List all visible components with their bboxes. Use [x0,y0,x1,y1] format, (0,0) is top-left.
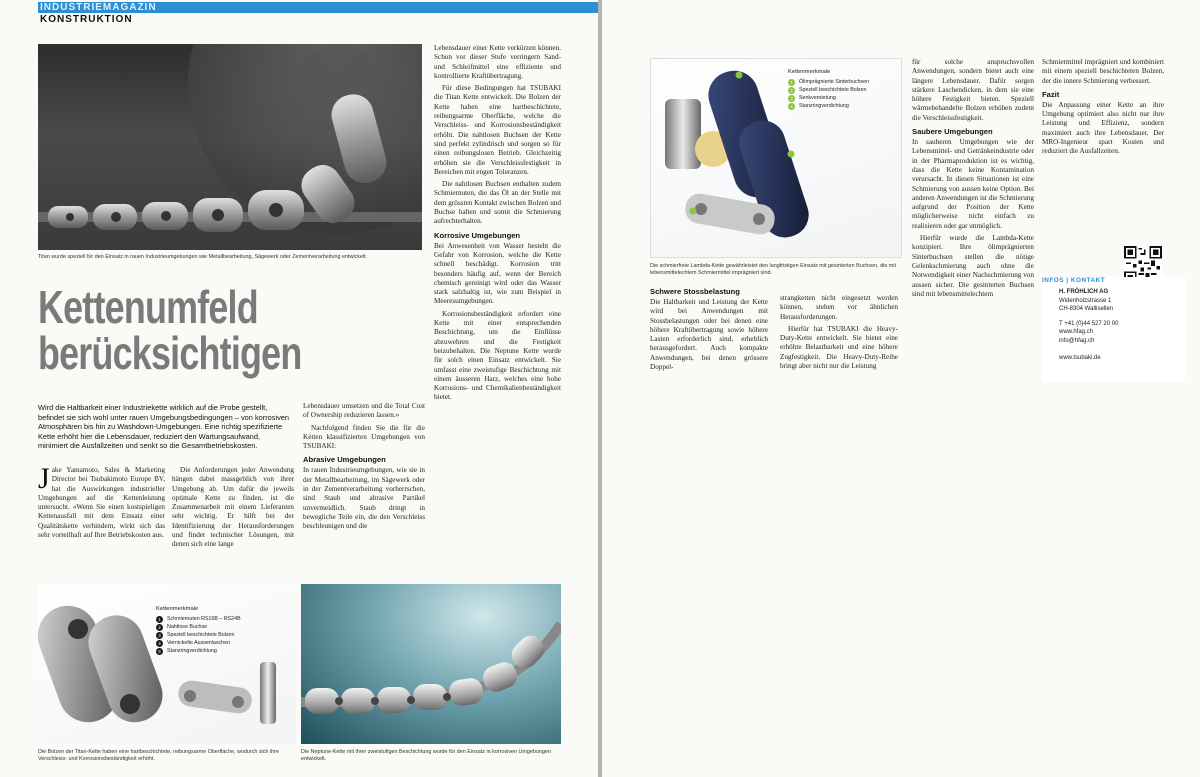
titan-feature-4 [156,639,241,647]
rcol2-paragraph-2: Hierfür hat TSUBAKI die Heavy-Duty-Kette entwickelt. Sie bietet eine erhöhte Belastbarkeit und eine höhere Zugfestigkeit. Die Heavy-Duty-Reihe bringt aber nicht nur die Leistung [780,324,898,371]
col4-paragraph-4: Bei Anwesenheit von Wasser besteht die Gefahr von Korrosion, welche die Kette schnell beschädigt. Korrosion tritt besonders häufig auf, wenn der Bereich chemisch gereinigt wird oder das Wasser stark salzhaltig ist, wie zum Beispiel in Meeresumgebungen. [434,241,561,306]
lambda-feature-1 [788,78,869,86]
feature-label: Stanzringverdichtung [799,103,849,109]
right-page [602,0,1200,777]
col3-paragraph-1: Lebensdauer umsetzen und die Total Cost of Ownership reduzieren lassen.» [303,402,425,420]
feature-number-badge: 2 [156,624,163,631]
feature-number-badge: 4 [156,640,163,647]
article-col-r4 [1042,58,1164,160]
masthead [0,0,598,25]
info-box-heading: INFOS | KONTAKT [1042,277,1106,284]
col4-paragraph-1: Lebensdauer einer Kette verkürzen können. Schon vor dieser Stufe verringern Sand- und Schleifmittel eine effiziente und kontrollierte Kraftübertragung. [434,44,561,80]
titan-feature-3 [156,631,241,639]
feature-number-badge: 5 [156,648,163,655]
article-col-2 [172,466,294,553]
contact-phone[interactable]: T +41 (0)44 527 20 00 [1059,320,1119,327]
titan-feature-5 [156,647,241,655]
titan-chain-illustration [38,44,422,250]
titan-features-caption: Die Bolzen der Titan-Kette haben eine hartbeschichtete, reibungsarme Oberfläche, wodurch sich ihre Verschleiss- und Korrosionsbeständigkeit erhöht. [38,749,279,762]
col1-paragraph-1: ake Yamamoto, Sales & Marketing Director bei Tsubakimoto Europe BV, hat die Auswirkungen industrieller Umgebungen auf die Kettenleistung untersucht. «Wenn Sie einen kostspieligen Kettenausfall mit dem Einsatz einer Qualitätskette verhindern, wirkt sich das sehr vorteilhaft auf Ihre Betriebskosten aus. [38,466,165,540]
rcol3-paragraph-3: Hierfür wurde die Lambda-Kette konzipiert. Ihre ölimprägnierten Sinterbuchsen stellen die nötige Gelenkschmierung auch ohne die Notwendigkeit einer Nachschmierung von aussen sicher. Die gesinterten Buchsen sind mit lebensmittelechtem [912,234,1034,298]
article-col-r1 [650,283,768,375]
feature-label: Nahtlose Buchse [167,624,208,630]
feature-number-badge: 2 [788,87,795,94]
lambda-features-title: Kettenmerkmale [788,69,831,75]
rcol4-paragraph-2: Die Anpassung einer Kette an ihre Umgebung optimiert also nicht nur ihre Leistung und Effizienz, sondern maximiert auch ihre Lebensdauer. Der MRO-Ingenieur spart Kosten und reduziert die Ausfallzeiten. [1042,100,1164,156]
feature-label: Stanzringverdichtung [167,648,217,654]
drop-cap: J [38,462,50,495]
contact-website[interactable]: www.hfag.ch [1059,329,1094,336]
magazine-name: INDUSTRIEMAGAZIN [40,2,157,13]
article-col-1 [38,462,165,543]
contact-company: H. FRÖHLICH AG [1059,289,1109,295]
feature-number-badge: 1 [156,616,163,623]
feature-number-badge: 1 [788,79,795,86]
titan-features-title: Kettenmerkmale [156,606,199,612]
heading-shock-load: Schwere Stossbelastung [650,287,740,296]
heading-conclusion: Fazit [1042,89,1060,99]
titan-photo-caption: Titan wurde speziell für den Einsatz in rauen Industrieumgebungen wie Metallbearbeitung, Sägewerk oder Zementverarbeitung entwickelt. [38,254,368,260]
feature-label: Schmiernuten RS16B – RS24B [167,616,241,622]
col3-paragraph-3: In rauen Industrieumgebungen, wie sie in der Metallbearbeitung, im Sägewerk oder in der Zementverarbeitung vorherrschen, sind Staub und abrasive Partikel unvermeidlich. Staub dringt in bewegliche Teile ein, die den Verschleiss beschleunigen und die [303,466,425,531]
col3-paragraph-2: Nachfolgend finden Sie die für die Ketten klassifizierten Umgebungen von TSUBAKI: [303,423,425,451]
titan-feature-1 [156,615,241,623]
lambda-features-caption: Die schmierfreie Lambda-Kette gewährleistet den langfristigen Einsatz mit gesinterten Buchsen, die mit lebensmittelechtem Schmiermittel imprägniert sind. [650,263,896,276]
headline-line-2: berücksichtigen [38,327,302,379]
rcol3-paragraph-2: In sauberen Umgebungen wie der Lebensmittel- und Getränkeindustrie oder in der Pharmaproduktion ist es wichtig, dass die Kette keine Kontamination verursacht. In diesen Situationen ist eine Schmierung von aussen keine Option. Bei anderen Anwendungen ist die Schmierung aufgrund der Position der Kette möglicherweise nicht einfach zu realisieren oder gar unmöglich. [912,138,1034,230]
rcol3-paragraph-1: für solche anspruchsvollen Anwendungen, sondern bietet auch eine längere Lebensdauer. Dafür sorgen stärkere Laschendicken, in dem sie eine höhere Festigkeit bieten. Speziell wärmebehandelte Bolzen erhöhen zudem die Verschleissfestigkeit. [912,58,1034,122]
feature-number-badge: 4 [788,103,795,110]
lambda-feature-3 [788,94,869,102]
col4-paragraph-3: Die nahtlosen Buchsen enthalten zudem Schmiernuten, die das Öl an der Stelle mit dem grössten Kontakt zwischen Bolzen und Buchse halten und somit die Schmierung aufrechterhalten. [434,180,561,226]
feature-number-badge: 3 [156,632,163,639]
contact-city: CH-8304 Wallisellen [1059,306,1114,313]
contact-street: Widenholzstrasse 1 [1059,297,1112,304]
neptune-photo-caption: Die Neptune-Kette mit ihrer zweistufigen Beschichtung wurde für den Einsatz in korrosiven Umgebungen entwickelt. [301,749,551,762]
contact-info-box [1042,277,1185,382]
feature-label: Ölimprägnierte Sinterbuchsen [799,79,870,85]
rcol1-paragraph-1: Die Haltbarkeit und Leistung der Kette wird bei Anwendungen mit Stossbelastungen oder bei denen eine höhere Kraftübertragung sowie höhere Lasten erforderlich sind, erheblich herausgefordert. Auch kompakte Anwendungen, bei denen grössere Doppel- [650,298,768,372]
article-col-4 [434,44,561,406]
neptune-chain-photo [301,584,561,744]
col2-paragraph-1: Die Anforderungen jeder Anwendung hängen dabei massgeblich von ihrer Umgebung ab. Um dafür die jeweils optimale Kette zu finden, ist die Zusammenarbeit mit einem Lieferanten sehr wichtig. Er hilft bei der Identifizierung der Herausforderungen und findet technischer Lösungen, mit denen sich eine lange [172,466,294,549]
feature-label: Speziell beschichtete Bolzen [799,87,867,93]
titan-chain-photo [38,44,422,250]
article-col-r3 [912,58,1034,302]
col4-paragraph-2: Für diese Bedingungen hat TSUBAKI die Titan Kette entwickelt. Die Bolzen der Kette haben eine hartbeschichtete, reibungsarme Oberfläche, welche die Verschleiss- und Korrosionsbeständigkeit erhöht. Die nahtlosen Buchsen der Kette sind perfekt zylindrisch und sorgen so für einen reibungslosen Betrieb. Gleichzeitig erhöhen sie die Verschleissfestigkeit in Bereichen mit engen Toleranzen. [434,84,561,176]
heading-corrosive: Korrosive Umgebungen [434,230,521,240]
article-col-3 [303,402,425,535]
info-box-body [1059,288,1118,362]
heading-abrasive: Abrasive Umgebungen [303,455,386,465]
article-col-r2 [780,294,898,374]
col4-paragraph-5: Korrosionsbeständigkeit erfordert eine Kette mit einer entsprechenden Beschichtung, um die Einflüsse abzuwehren und die Festigkeit beizubehalten. Die Neptune Kette wurde für solch einen Einsatz entwickelt. Sie umfasst eine zweistufige Beschichtung mit einem äusseren Harz, welches eine hohe Korrosions- und Chemikalienbeständigkeit bietet. [434,309,561,402]
lambda-features-legend [788,68,869,110]
feature-label: Vernickelte Aussenlaschen [167,640,231,646]
headline [38,281,338,379]
lambda-feature-4 [788,102,869,110]
left-page [0,0,598,777]
lead-paragraph: Wird die Haltbarkeit einer Industriekette wirklich auf die Probe gestellt, befindet sie sich wohl unter rauen Umgebungsbedingungen – von korrosiven Atmosphären bis hin zu Washdown-Umgebungen. Eine richtig spezifizierte Kette erhöht hier die Lebensdauer, reduziert den Wartungsaufwand, minimiert die Ausfallzeiten und senkt so die Gesamtbetriebskosten. [38,403,290,451]
feature-label: Speziell beschichtete Bolzen [167,632,235,638]
rcol2-paragraph-1: strangketten nicht eingesetzt werden können, stehen vor ähnlichen Herausforderungen. [780,294,898,321]
feature-label: Senkvernietung [799,95,836,101]
titan-features-legend [156,605,241,655]
neptune-chain-illustration [301,584,561,744]
tsubaki-website[interactable]: www.tsubaki.de [1059,354,1101,361]
headline-line-1: Kettenumfeld [38,281,258,333]
heading-clean: Saubere Umgebungen [912,127,993,137]
feature-number-badge: 3 [788,95,795,102]
contact-email[interactable]: info@hfag.ch [1059,337,1095,344]
lambda-feature-2 [788,86,869,94]
titan-feature-2 [156,623,241,631]
section-name: KONSTRUKTION [40,14,133,25]
rcol4-paragraph-1: Schmiermittel imprägniert und kombiniert mit einem speziell beschichteten Bolzen, der die innere Schmierung verbessert. [1042,58,1164,85]
